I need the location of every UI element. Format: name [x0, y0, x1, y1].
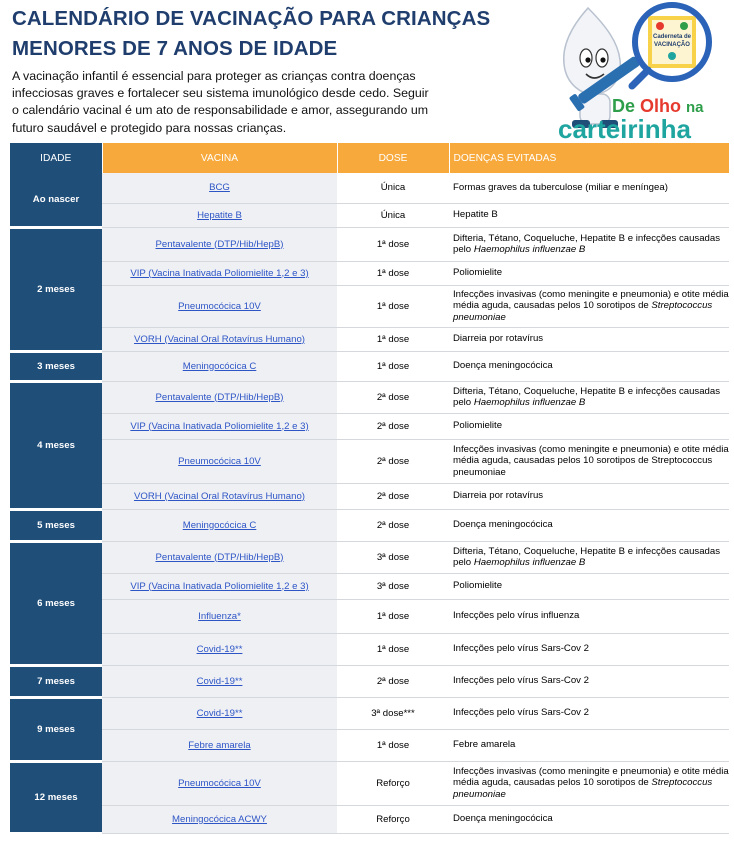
- disease-text: Doença meningocócica: [453, 813, 553, 825]
- table-row: [10, 351, 729, 381]
- disease-cell: [449, 203, 729, 227]
- vaccine-cell: [102, 541, 337, 573]
- vaccine-link[interactable]: Pneumocócica 10V: [178, 300, 261, 312]
- vaccine-cell: [102, 665, 337, 697]
- table-row: [10, 227, 729, 261]
- dose-cell: 1ª dose: [337, 633, 449, 665]
- disease-text: Infecções invasivas (como meningite e pneumonia) e otite média média aguda, causadas pelos 10 sorotipos de Streptococcus pneumoniae: [453, 443, 729, 478]
- vaccine-link[interactable]: BCG: [209, 182, 230, 194]
- dose-cell: Única: [337, 203, 449, 227]
- dose-cell: Reforço: [337, 805, 449, 833]
- pathogen-name: Streptococcus pneumoniae: [453, 300, 713, 323]
- vaccine-link[interactable]: Covid-19**: [196, 707, 243, 719]
- dose-cell: Reforço: [337, 761, 449, 805]
- table-row: [10, 261, 729, 285]
- vaccine-link[interactable]: VIP (Vacina Inativada Poliomielite 1,2 e 3): [130, 420, 309, 432]
- disease-text: Infecções invasivas (como meningite e pneumonia) e otite média média aguda, causadas pelos 10 sorotipos de: [453, 288, 729, 312]
- disease-cell: [449, 541, 729, 573]
- vaccine-cell: [102, 227, 337, 261]
- table-row: [10, 327, 729, 351]
- vaccine-cell: [102, 633, 337, 665]
- disease-cell: [449, 327, 729, 351]
- vaccine-cell: [102, 351, 337, 381]
- brand-line2: carteirinha: [558, 114, 691, 142]
- vaccine-link[interactable]: Meningocócica C: [182, 360, 257, 372]
- vaccine-cell: [102, 203, 337, 227]
- vaccine-cell: [102, 599, 337, 633]
- dose-cell: 2ª dose: [337, 509, 449, 541]
- intro-paragraph: A vacinação infantil é essencial para proteger as crianças contra doenças infecciosas graves e fortalecer seu sistema imunológico desde cedo. Seguir o calendário vacinal é um ato de responsabilidade e amor, assegurando um futuro saudável e protegido para nossas crianças.: [12, 69, 429, 135]
- vaccine-cell: [102, 285, 337, 327]
- disease-text: Infecções invasivas (como meningite e pneumonia) e otite média média aguda, causadas pelos 10 sorotipos de: [453, 765, 729, 789]
- vaccine-cell: [102, 573, 337, 599]
- disease-text: Infecções pelo vírus Sars-Cov 2: [453, 675, 589, 687]
- vaccine-cell: [102, 173, 337, 203]
- disease-cell: [449, 285, 729, 327]
- age-cell: 6 meses: [10, 541, 102, 665]
- disease-cell: [449, 805, 729, 833]
- dose-cell: 1ª dose: [337, 261, 449, 285]
- dose-cell: 1ª dose: [337, 599, 449, 633]
- disease-cell: [449, 227, 729, 261]
- svg-text:VACINAÇÃO: VACINAÇÃO: [654, 42, 690, 48]
- table-header-row: [10, 143, 729, 173]
- dose-cell: 3ª dose***: [337, 697, 449, 729]
- disease-text: Difteria, Tétano, Coqueluche, Hepatite B e infecções causadas pelo: [453, 545, 721, 568]
- disease-cell: [449, 665, 729, 697]
- pathogen-name: Streptococcus pneumoniae: [453, 777, 713, 800]
- table-row: [10, 203, 729, 227]
- dose-cell: 1ª dose: [337, 351, 449, 381]
- vaccine-cell: [102, 439, 337, 483]
- age-cell: 5 meses: [10, 509, 102, 541]
- vaccine-cell: [102, 261, 337, 285]
- disease-text: Poliomielite: [453, 420, 503, 432]
- pathogen-name: Haemophilus influenzae B: [473, 244, 586, 255]
- table-row: [10, 599, 729, 633]
- age-cell: 12 meses: [10, 761, 102, 833]
- table-row: [10, 381, 729, 413]
- disease-text: Hepatite B: [453, 209, 498, 221]
- vaccination-booklet-icon: [632, 5, 709, 86]
- header-age: IDADE: [10, 143, 102, 173]
- dose-cell: 2ª dose: [337, 439, 449, 483]
- dose-cell: 2ª dose: [337, 413, 449, 439]
- disease-text: Doença meningocócica: [453, 360, 553, 372]
- vaccine-link[interactable]: Pentavalente (DTP/Hib/HepB): [155, 551, 284, 563]
- dose-cell: 2ª dose: [337, 381, 449, 413]
- age-cell: Ao nascer: [10, 173, 102, 227]
- vaccine-link[interactable]: Febre amarela: [188, 739, 251, 751]
- campaign-logo: [548, 0, 730, 142]
- vaccine-link[interactable]: Influenza*: [198, 610, 241, 622]
- vaccine-link[interactable]: Meningocócica C: [182, 519, 257, 531]
- vaccine-link[interactable]: Hepatite B: [197, 209, 242, 221]
- page-title: CALENDÁRIO DE VACINAÇÃO PARA CRIANÇAS MENORES DE 7 ANOS DE IDADE: [12, 7, 491, 60]
- vaccine-link[interactable]: VIP (Vacina Inativada Poliomielite 1,2 e 3): [130, 267, 309, 279]
- vaccine-cell: [102, 381, 337, 413]
- header-dose: DOSE: [337, 143, 449, 173]
- vaccine-link[interactable]: Covid-19**: [196, 675, 243, 687]
- vaccine-cell: [102, 805, 337, 833]
- dose-cell: 1ª dose: [337, 227, 449, 261]
- table-row: [10, 761, 729, 805]
- disease-text: Diarreia por rotavírus: [453, 333, 544, 345]
- disease-text: Infecções pelo vírus Sars-Cov 2: [453, 707, 589, 719]
- disease-cell: [449, 413, 729, 439]
- disease-text: Poliomielite: [453, 267, 503, 279]
- disease-cell: [449, 483, 729, 509]
- age-cell: 4 meses: [10, 381, 102, 509]
- dose-cell: 1ª dose: [337, 729, 449, 761]
- table-row: [10, 633, 729, 665]
- table-row: [10, 729, 729, 761]
- disease-cell: [449, 173, 729, 203]
- age-cell: 9 meses: [10, 697, 102, 761]
- disease-cell: [449, 573, 729, 599]
- table-row: [10, 573, 729, 599]
- disease-cell: [449, 697, 729, 729]
- disease-cell: [449, 509, 729, 541]
- disease-cell: [449, 599, 729, 633]
- disease-text: Infecções pelo vírus Sars-Cov 2: [453, 643, 589, 655]
- vaccine-link[interactable]: Pentavalente (DTP/Hib/HepB): [155, 391, 284, 403]
- age-cell: 7 meses: [10, 665, 102, 697]
- disease-cell: [449, 351, 729, 381]
- table-row: [10, 541, 729, 573]
- disease-cell: [449, 381, 729, 413]
- disease-cell: [449, 633, 729, 665]
- vaccine-cell: [102, 761, 337, 805]
- dose-cell: 2ª dose: [337, 483, 449, 509]
- vaccine-cell: [102, 483, 337, 509]
- disease-text: Infecções pelo vírus influenza: [453, 610, 580, 622]
- vaccine-link[interactable]: VIP (Vacina Inativada Poliomielite 1,2 e 3): [130, 580, 309, 592]
- dose-cell: 3ª dose: [337, 573, 449, 599]
- age-cell: 2 meses: [10, 227, 102, 351]
- header-diseases: DOENÇAS EVITADAS: [449, 143, 729, 173]
- vaccine-cell: [102, 413, 337, 439]
- vaccine-link[interactable]: Pneumocócica 10V: [178, 455, 261, 467]
- disease-text: Difteria, Tétano, Coqueluche, Hepatite B e infecções causadas pelo: [453, 232, 721, 255]
- table-row: [10, 697, 729, 729]
- vaccine-link[interactable]: Pneumocócica 10V: [178, 777, 261, 789]
- age-cell: 3 meses: [10, 351, 102, 381]
- table-row: [10, 413, 729, 439]
- vaccine-link[interactable]: VORH (Vacinal Oral Rotavírus Humano): [134, 333, 305, 345]
- brand-line1: De Olho na: [612, 96, 704, 116]
- vaccine-cell: [102, 327, 337, 351]
- disease-text: Difteria, Tétano, Coqueluche, Hepatite B e infecções causadas pelo: [453, 385, 721, 408]
- disease-cell: [449, 261, 729, 285]
- vaccine-link[interactable]: VORH (Vacinal Oral Rotavírus Humano): [134, 490, 305, 502]
- table-row: [10, 509, 729, 541]
- vaccine-link[interactable]: Meningocócica ACWY: [172, 813, 267, 825]
- dose-cell: Única: [337, 173, 449, 203]
- vaccine-cell: [102, 509, 337, 541]
- disease-text: Diarreia por rotavírus: [453, 490, 544, 502]
- vaccine-cell: [102, 697, 337, 729]
- vaccine-link[interactable]: Covid-19**: [196, 643, 243, 655]
- dose-cell: 3ª dose: [337, 541, 449, 573]
- disease-text: Formas graves da tuberculose (miliar e meníngea): [453, 182, 668, 193]
- vaccine-cell: [102, 729, 337, 761]
- dose-cell: 1ª dose: [337, 285, 449, 327]
- vaccination-schedule-table: [10, 143, 730, 835]
- disease-text: Doença meningocócica: [453, 519, 553, 531]
- svg-text:Caderneta de: Caderneta de: [652, 34, 692, 40]
- table-row: [10, 439, 729, 483]
- disease-text: Poliomielite: [453, 580, 503, 592]
- vaccine-link[interactable]: Pentavalente (DTP/Hib/HepB): [155, 238, 284, 250]
- table-row: [10, 805, 729, 833]
- disease-cell: [449, 729, 729, 761]
- pathogen-name: Haemophilus influenzae B: [473, 397, 586, 408]
- disease-cell: [449, 761, 729, 805]
- disease-cell: [449, 439, 729, 483]
- dose-cell: 1ª dose: [337, 327, 449, 351]
- disease-text: Febre amarela: [453, 739, 516, 751]
- header-vaccine: VACINA: [102, 143, 337, 173]
- table-row: [10, 173, 729, 203]
- pathogen-name: Haemophilus influenzae B: [473, 557, 586, 568]
- table-row: [10, 483, 729, 509]
- table-row: [10, 665, 729, 697]
- dose-cell: 2ª dose: [337, 665, 449, 697]
- table-row: [10, 285, 729, 327]
